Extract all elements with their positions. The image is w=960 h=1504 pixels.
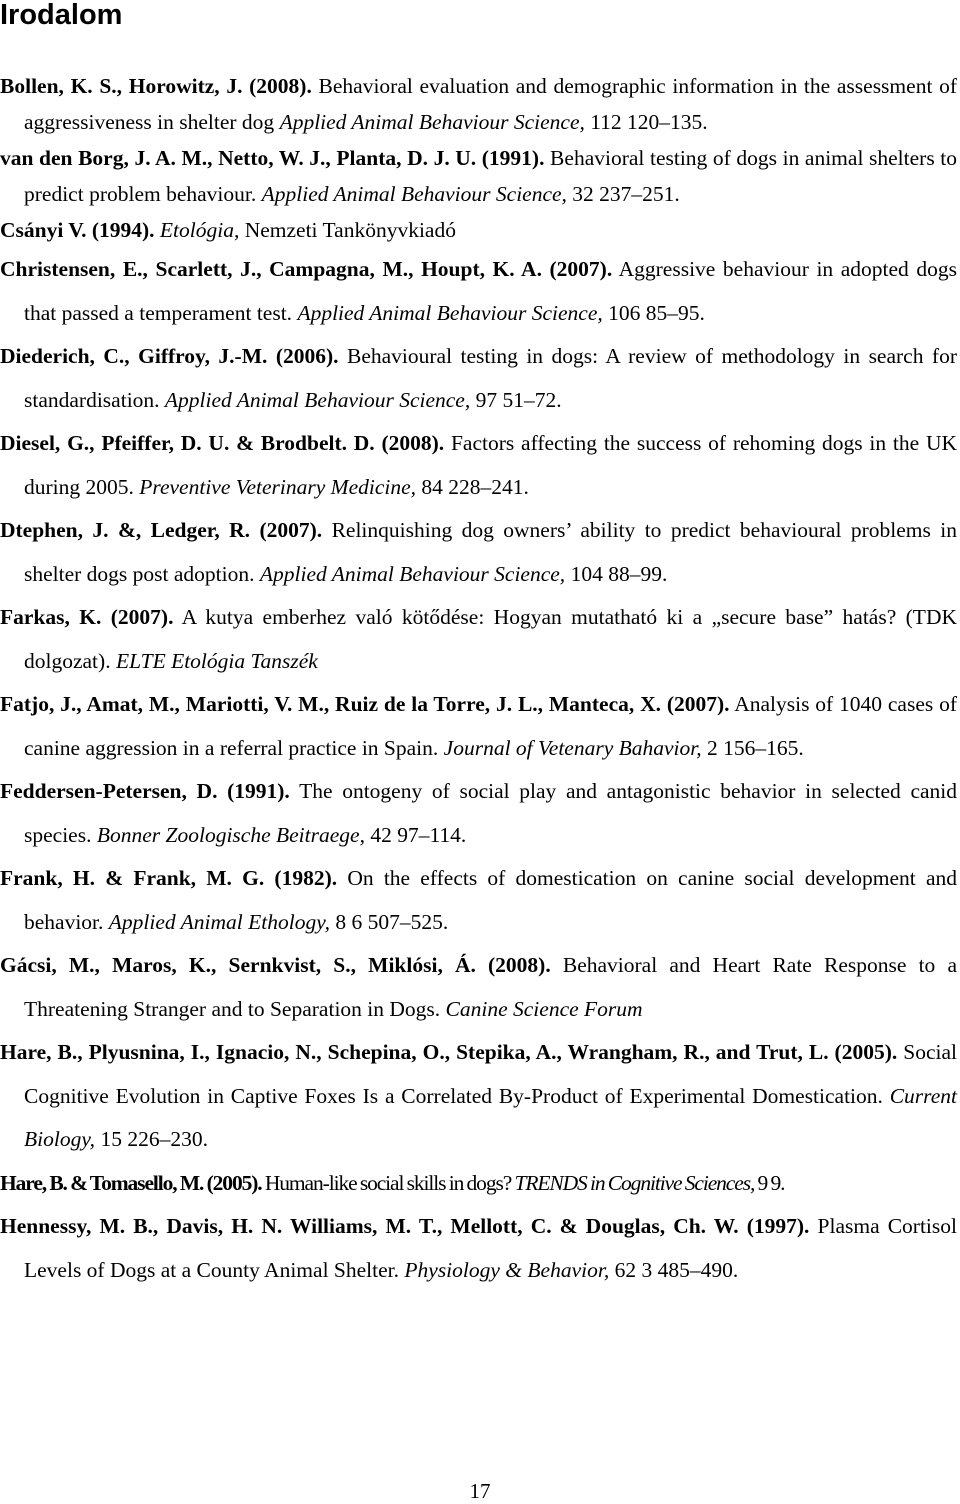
reference-item: [0, 596, 957, 683]
reference-details: 9 9.: [754, 1170, 785, 1195]
reference-details: 104 88–99.: [565, 561, 668, 586]
reference-authors: Farkas, K. (2007).: [0, 605, 174, 629]
reference-source: Journal of Vetenary Bahavior,: [443, 735, 702, 760]
reference-title: Analysis of 1040 cases of canine aggression in a referral practice in Spain.: [24, 692, 957, 760]
reference-authors: Gácsi, M., Maros, K., Sernkvist, S., Miklósi, Á. (2008).: [0, 953, 551, 977]
reference-authors: Frank, H. & Frank, M. G. (1982).: [0, 866, 338, 890]
reference-authors: Diederich, C., Giffroy, J.-M. (2006).: [0, 344, 339, 368]
reference-authors: Csányi V. (1994).: [0, 218, 155, 242]
reference-item: [0, 770, 957, 857]
reference-title: Human-like social skills in dogs?: [261, 1170, 515, 1195]
reference-details: 2 156–165.: [701, 735, 804, 760]
reference-source: ELTE Etológia Tanszék: [115, 648, 318, 673]
reference-authors: Diesel, G., Pfeiffer, D. U. & Brodbelt. D. (2008).: [0, 431, 445, 455]
reference-source: Applied Animal Behaviour Science,: [279, 110, 585, 134]
reference-title: Social Cognitive Evolution in Captive Foxes Is a Correlated By-Product of Experimental Domestication.: [24, 1040, 957, 1108]
reference-item: [0, 857, 957, 944]
reference-list: [0, 68, 957, 1292]
reference-details: Nemzeti Tankönyvkiadó: [239, 218, 456, 242]
reference-details: 32 237–251.: [566, 182, 680, 206]
reference-item: [0, 248, 957, 335]
reference-source: Preventive Veterinary Medicine,: [139, 474, 417, 499]
reference-item: [0, 1205, 957, 1292]
reference-title: On the effects of domestication on canine social development and behavior.: [24, 866, 957, 934]
reference-source: Etológia,: [159, 218, 240, 242]
reference-details: 106 85–95.: [602, 300, 705, 325]
reference-source: Applied Animal Behaviour Science,: [164, 387, 471, 412]
reference-source: Bonner Zoologische Beitraege,: [96, 822, 365, 847]
reference-title: Behavioral evaluation and demographic information in the assessment of aggressiveness in shelter dog: [24, 74, 957, 134]
reference-item: [0, 683, 957, 770]
reference-source: Applied Animal Behaviour Science,: [259, 561, 566, 586]
reference-title: Aggressive behaviour in adopted dogs that passed a temperament test.: [24, 257, 957, 325]
reference-item: [0, 335, 957, 422]
reference-details: 84 228–241.: [416, 474, 529, 499]
reference-item: [0, 212, 957, 248]
reference-authors: Hennessy, M. B., Davis, H. N. Williams, M. T., Mellott, C. & Douglas, Ch. W. (1997).: [0, 1214, 810, 1238]
reference-authors: Christensen, E., Scarlett, J., Campagna, M., Houpt, K. A. (2007).: [0, 257, 613, 281]
reference-authors: Dtephen, J. &, Ledger, R. (2007).: [0, 518, 323, 542]
reference-source: Current Biology,: [24, 1083, 957, 1151]
reference-item: [0, 140, 957, 212]
section-heading: Irodalom: [0, 0, 123, 31]
reference-source: Physiology & Behavior,: [404, 1257, 610, 1282]
reference-authors: Bollen, K. S., Horowitz, J. (2008).: [0, 74, 312, 98]
reference-source: Applied Animal Behaviour Science,: [261, 182, 567, 206]
reference-title: Behavioral testing of dogs in animal shelters to predict problem behaviour.: [24, 146, 957, 206]
reference-title: Behavioural testing in dogs: A review of methodology in search for standardisation.: [24, 344, 957, 412]
reference-details: 62 3 485–490.: [609, 1257, 739, 1282]
reference-title: Plasma Cortisol Levels of Dogs at a County Animal Shelter.: [24, 1214, 957, 1282]
reference-source: TRENDS in Cognitive Sciences,: [514, 1170, 755, 1195]
reference-details: 42 97–114.: [364, 822, 467, 847]
reference-item: [0, 68, 957, 140]
reference-authors: Hare, B., Plyusnina, I., Ignacio, N., Schepina, O., Stepika, A., Wrangham, R., and Trut, L. (2005).: [0, 1040, 898, 1064]
reference-title: Behavioral and Heart Rate Response to a Threatening Stranger and to Separation in Dogs.: [24, 953, 957, 1021]
reference-authors: Fatjo, J., Amat, M., Mariotti, V. M., Ruiz de la Torre, J. L., Manteca, X. (2007).: [0, 692, 730, 716]
reference-item: [0, 944, 957, 1031]
reference-title: Relinquishing dog owners’ ability to predict behavioural problems in shelter dogs post adoption.: [24, 518, 957, 586]
reference-details: 112 120–135.: [584, 110, 708, 134]
reference-details: 8 6 507–525.: [329, 909, 449, 934]
reference-source: Canine Science Forum: [445, 996, 643, 1021]
reference-title: Factors affecting the success of rehoming dogs in the UK during 2005.: [24, 431, 957, 499]
reference-authors: van den Borg, J. A. M., Netto, W. J., Planta, D. J. U. (1991).: [0, 146, 545, 170]
reference-item: [0, 509, 957, 596]
reference-details: 97 51–72.: [470, 387, 562, 412]
page-number: 17: [469, 1479, 491, 1503]
reference-details: 15 226–230.: [95, 1127, 208, 1151]
reference-item: [0, 422, 957, 509]
reference-source: Applied Animal Ethology,: [108, 909, 330, 934]
reference-title: The ontogeny of social play and antagonistic behavior in selected canid species.: [24, 779, 957, 847]
reference-authors: Hare, B. & Tomasello, M. (2005).: [0, 1170, 262, 1195]
reference-authors: Feddersen-Petersen, D. (1991).: [0, 779, 290, 803]
reference-source: Applied Animal Behaviour Science,: [297, 300, 603, 325]
reference-item: [0, 1162, 957, 1206]
reference-item: [0, 1031, 957, 1162]
reference-title: A kutya emberhez való kötődése: Hogyan mutatható ki a „secure base” hatás? (TDK dolgozat).: [24, 605, 957, 673]
